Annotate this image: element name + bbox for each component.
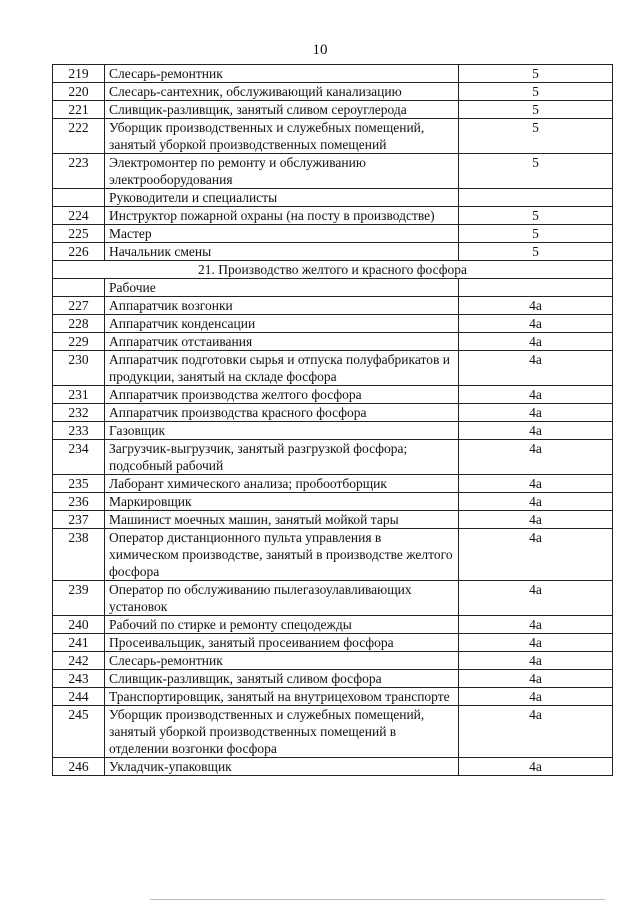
hazard-class: 4а	[459, 440, 613, 475]
row-number: 238	[53, 529, 105, 581]
profession-name: Аппаратчик подготовки сырья и отпуска полуфабрикатов и продукции, занятый на складе фосфора	[105, 351, 459, 386]
hazard-class: 4а	[459, 706, 613, 758]
row-number: 222	[53, 119, 105, 154]
hazard-class: 4а	[459, 386, 613, 404]
hazard-class: 4а	[459, 475, 613, 493]
hazard-class	[459, 189, 613, 207]
hazard-class: 4а	[459, 333, 613, 351]
hazard-class: 4а	[459, 511, 613, 529]
row-number: 221	[53, 101, 105, 119]
table-row	[53, 83, 613, 101]
table-row	[53, 706, 613, 758]
hazard-class: 4а	[459, 493, 613, 511]
hazard-class: 4а	[459, 422, 613, 440]
row-number: 240	[53, 616, 105, 634]
scan-artifact-line	[150, 899, 605, 900]
hazard-class: 4а	[459, 351, 613, 386]
table-body	[53, 65, 613, 776]
hazard-class: 4а	[459, 529, 613, 581]
profession-name: Мастер	[105, 225, 459, 243]
table-row	[53, 207, 613, 225]
table-row	[53, 119, 613, 154]
group-row	[53, 279, 613, 297]
row-number: 243	[53, 670, 105, 688]
profession-name: Слесарь-сантехник, обслуживающий канализацию	[105, 83, 459, 101]
hazard-class: 4а	[459, 634, 613, 652]
profession-name: Оператор по обслуживанию пылегазоулавливающих установок	[105, 581, 459, 616]
profession-name: Транспортировщик, занятый на внутрицеховом транспорте	[105, 688, 459, 706]
table-row	[53, 616, 613, 634]
row-number	[53, 279, 105, 297]
table-row	[53, 297, 613, 315]
table-row	[53, 670, 613, 688]
profession-name: Просеивальщик, занятый просеиванием фосфора	[105, 634, 459, 652]
table-row	[53, 386, 613, 404]
profession-name: Машинист моечных машин, занятый мойкой тары	[105, 511, 459, 529]
row-number: 228	[53, 315, 105, 333]
hazard-class: 4а	[459, 688, 613, 706]
row-number: 234	[53, 440, 105, 475]
hazard-class: 5	[459, 119, 613, 154]
hazard-class: 4а	[459, 758, 613, 776]
table-row	[53, 65, 613, 83]
table-row	[53, 154, 613, 189]
row-number: 236	[53, 493, 105, 511]
table-row	[53, 475, 613, 493]
section-title: 21. Производство желтого и красного фосфора	[53, 261, 613, 279]
table-row	[53, 440, 613, 475]
table-row	[53, 688, 613, 706]
table-row	[53, 351, 613, 386]
table-row	[53, 404, 613, 422]
profession-name: Начальник смены	[105, 243, 459, 261]
hazard-class	[459, 279, 613, 297]
row-number: 231	[53, 386, 105, 404]
profession-name: Аппаратчик отстаивания	[105, 333, 459, 351]
hazard-class: 5	[459, 225, 613, 243]
profession-name: Сливщик-разливщик, занятый сливом фосфора	[105, 670, 459, 688]
hazard-class: 4а	[459, 652, 613, 670]
profession-name: Аппаратчик возгонки	[105, 297, 459, 315]
row-number: 242	[53, 652, 105, 670]
hazard-class: 4а	[459, 404, 613, 422]
hazard-class: 5	[459, 243, 613, 261]
row-number: 229	[53, 333, 105, 351]
profession-name: Слесарь-ремонтник	[105, 65, 459, 83]
row-number: 246	[53, 758, 105, 776]
row-number: 244	[53, 688, 105, 706]
table-row	[53, 101, 613, 119]
hazard-class: 4а	[459, 581, 613, 616]
row-number	[53, 189, 105, 207]
row-number: 230	[53, 351, 105, 386]
table-row	[53, 529, 613, 581]
table-row	[53, 511, 613, 529]
profession-name: Электромонтер по ремонту и обслуживанию электрооборудования	[105, 154, 459, 189]
profession-name: Укладчик-упаковщик	[105, 758, 459, 776]
group-title: Руководители и специалисты	[105, 189, 459, 207]
profession-name: Загрузчик-выгрузчик, занятый разгрузкой фосфора; подсобный рабочий	[105, 440, 459, 475]
row-number: 233	[53, 422, 105, 440]
table-row	[53, 493, 613, 511]
row-number: 226	[53, 243, 105, 261]
profession-name: Инструктор пожарной охраны (на посту в производстве)	[105, 207, 459, 225]
row-number: 224	[53, 207, 105, 225]
profession-name: Лаборант химического анализа; пробоотборщик	[105, 475, 459, 493]
profession-name: Аппаратчик производства красного фосфора	[105, 404, 459, 422]
table-row	[53, 243, 613, 261]
section-row	[53, 261, 613, 279]
profession-name: Уборщик производственных и служебных помещений, занятый уборкой производственных помещений в отделении возгонки фосфора	[105, 706, 459, 758]
row-number: 225	[53, 225, 105, 243]
group-title: Рабочие	[105, 279, 459, 297]
hazard-class: 4а	[459, 297, 613, 315]
row-number: 245	[53, 706, 105, 758]
row-number: 237	[53, 511, 105, 529]
table-row	[53, 422, 613, 440]
table-row	[53, 758, 613, 776]
hazard-class: 4а	[459, 670, 613, 688]
row-number: 223	[53, 154, 105, 189]
profession-name: Маркировщик	[105, 493, 459, 511]
hazard-class: 4а	[459, 616, 613, 634]
table-row	[53, 315, 613, 333]
row-number: 220	[53, 83, 105, 101]
page-number: 10	[312, 42, 328, 58]
table-row	[53, 581, 613, 616]
row-number: 232	[53, 404, 105, 422]
group-row	[53, 189, 613, 207]
profession-name: Аппаратчик производства желтого фосфора	[105, 386, 459, 404]
hazard-class: 4а	[459, 315, 613, 333]
row-number: 241	[53, 634, 105, 652]
hazard-class: 5	[459, 154, 613, 189]
profession-table	[52, 64, 613, 776]
row-number: 239	[53, 581, 105, 616]
profession-name: Сливщик-разливщик, занятый сливом сероуглерода	[105, 101, 459, 119]
row-number: 235	[53, 475, 105, 493]
profession-name: Слесарь-ремонтник	[105, 652, 459, 670]
table-row	[53, 225, 613, 243]
profession-name: Уборщик производственных и служебных помещений, занятый уборкой производственных помещений	[105, 119, 459, 154]
hazard-class: 5	[459, 65, 613, 83]
table-row	[53, 333, 613, 351]
hazard-class: 5	[459, 101, 613, 119]
profession-name: Оператор дистанционного пульта управления в химическом производстве, занятый в производстве желтого фосфора	[105, 529, 459, 581]
hazard-class: 5	[459, 207, 613, 225]
hazard-class: 5	[459, 83, 613, 101]
row-number: 219	[53, 65, 105, 83]
table-row	[53, 652, 613, 670]
profession-name: Газовщик	[105, 422, 459, 440]
table-row	[53, 634, 613, 652]
row-number: 227	[53, 297, 105, 315]
profession-name: Рабочий по стирке и ремонту спецодежды	[105, 616, 459, 634]
profession-name: Аппаратчик конденсации	[105, 315, 459, 333]
